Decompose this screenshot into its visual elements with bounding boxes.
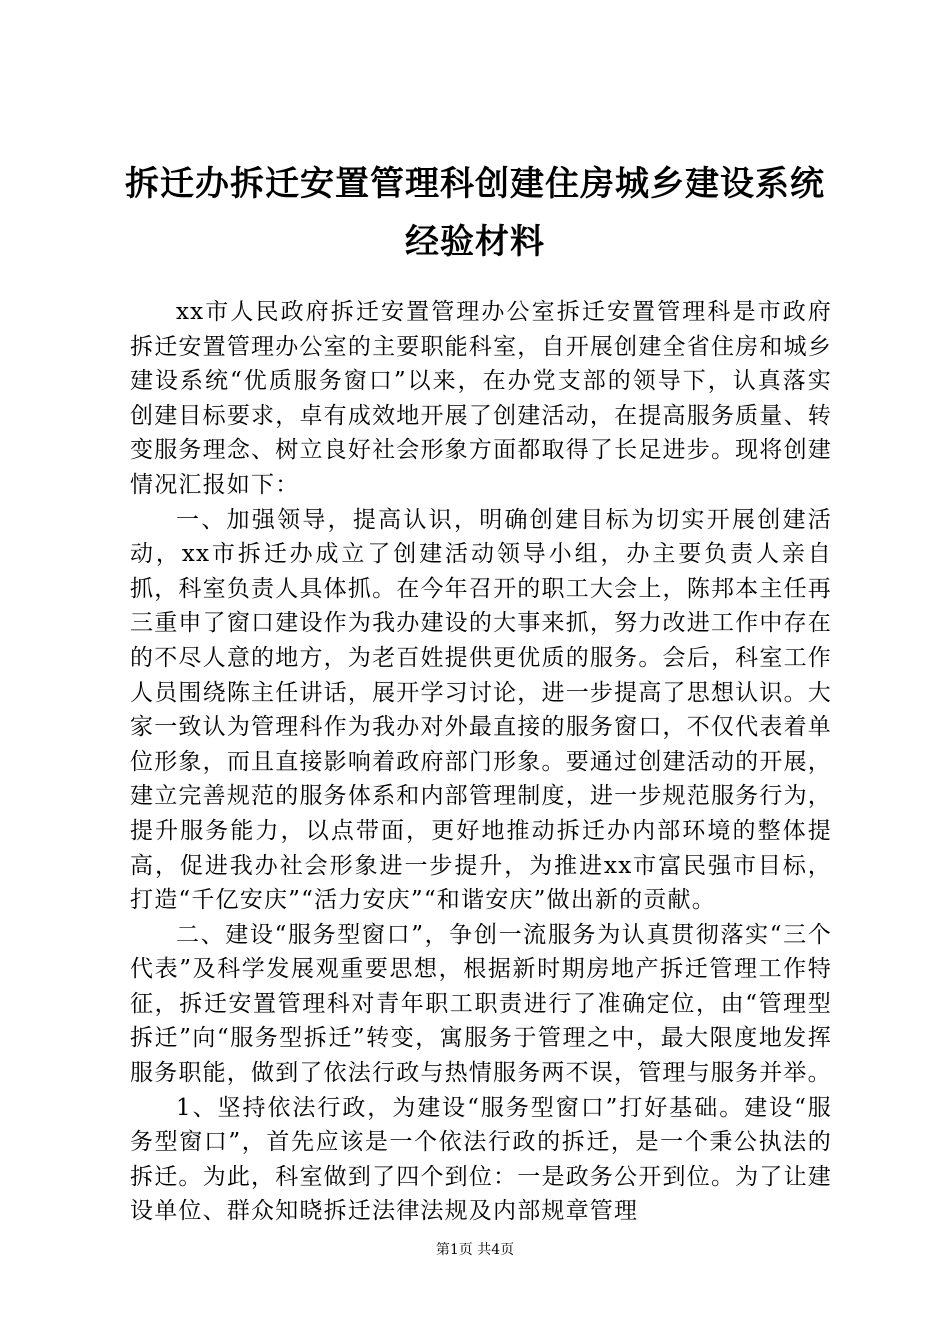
- document-body: [130, 295, 832, 1229]
- paragraph-section-2: 二、建设“服务型窗口”，争创一流服务为认真贯彻落实“三个代表”及科学发展观重要思想，根据新时期房地产拆迁管理工作特征，拆迁安置管理科对青年职工职责进行了准确定位，由“管理型拆迁”向“服务型拆迁”转变，寓服务于管理之中，最大限度地发挥服务职能，做到了依法行政与热情服务两不误，管理与服务并举。: [130, 921, 832, 1087]
- paragraph-subsection-1: 1、坚持依法行政，为建设“服务型窗口”打好基础。建设“服务型窗口”，首先应该是一个依法行政的拆迁，是一个秉公执法的拆迁。为此，科室做到了四个到位：一是政务公开到位。为了让建设单位、群众知晓拆迁法律法规及内部规章管理: [130, 1094, 832, 1225]
- paragraph-intro: xx市人民政府拆迁安置管理办公室拆迁安置管理科是市政府拆迁安置管理办公室的主要职能科室，自开展创建全省住房和城乡建设系统“优质服务窗口”以来，在办党支部的领导下，认真落实创建目标要求，卓有成效地开展了创建活动，在提高服务质量、转变服务理念、树立良好社会形象方面都取得了长足进步。现将创建情况汇报如下：: [130, 299, 832, 498]
- document-title: [100, 155, 850, 271]
- title-line-2: 经验材料: [405, 222, 545, 262]
- page-number: 第1页 共4页: [435, 1242, 515, 1258]
- title-line-1: 拆迁办拆迁安置管理科创建住房城乡建设系统: [125, 164, 825, 204]
- paragraph-section-1: 一、加强领导，提高认识，明确创建目标为切实开展创建活动，xx市拆迁办成立了创建活动领导小组，办主要负责人亲自抓，科室负责人具体抓。在今年召开的职工大会上，陈邦本主任再三重申了窗口建设作为我办建设的大事来抓，努力改进工作中存在的不尽人意的地方，为老百姓提供更优质的服务。会后，科室工作人员围绕陈主任讲话，展开学习讨论，进一步提高了思想认识。大家一致认为管理科作为我办对外最直接的服务窗口，不仅代表着单位形象，而且直接影响着政府部门形象。要通过创建活动的开展，建立完善规范的服务体系和内部管理制度，进一步规范服务行为，提升服务能力，以点带面，更好地推动拆迁办内部环境的整体提高，促进我办社会形象进一步提升，为推进xx市富民强市目标，打造“千亿安庆”“活力安庆”“和谐安庆”做出新的贡献。: [130, 506, 832, 914]
